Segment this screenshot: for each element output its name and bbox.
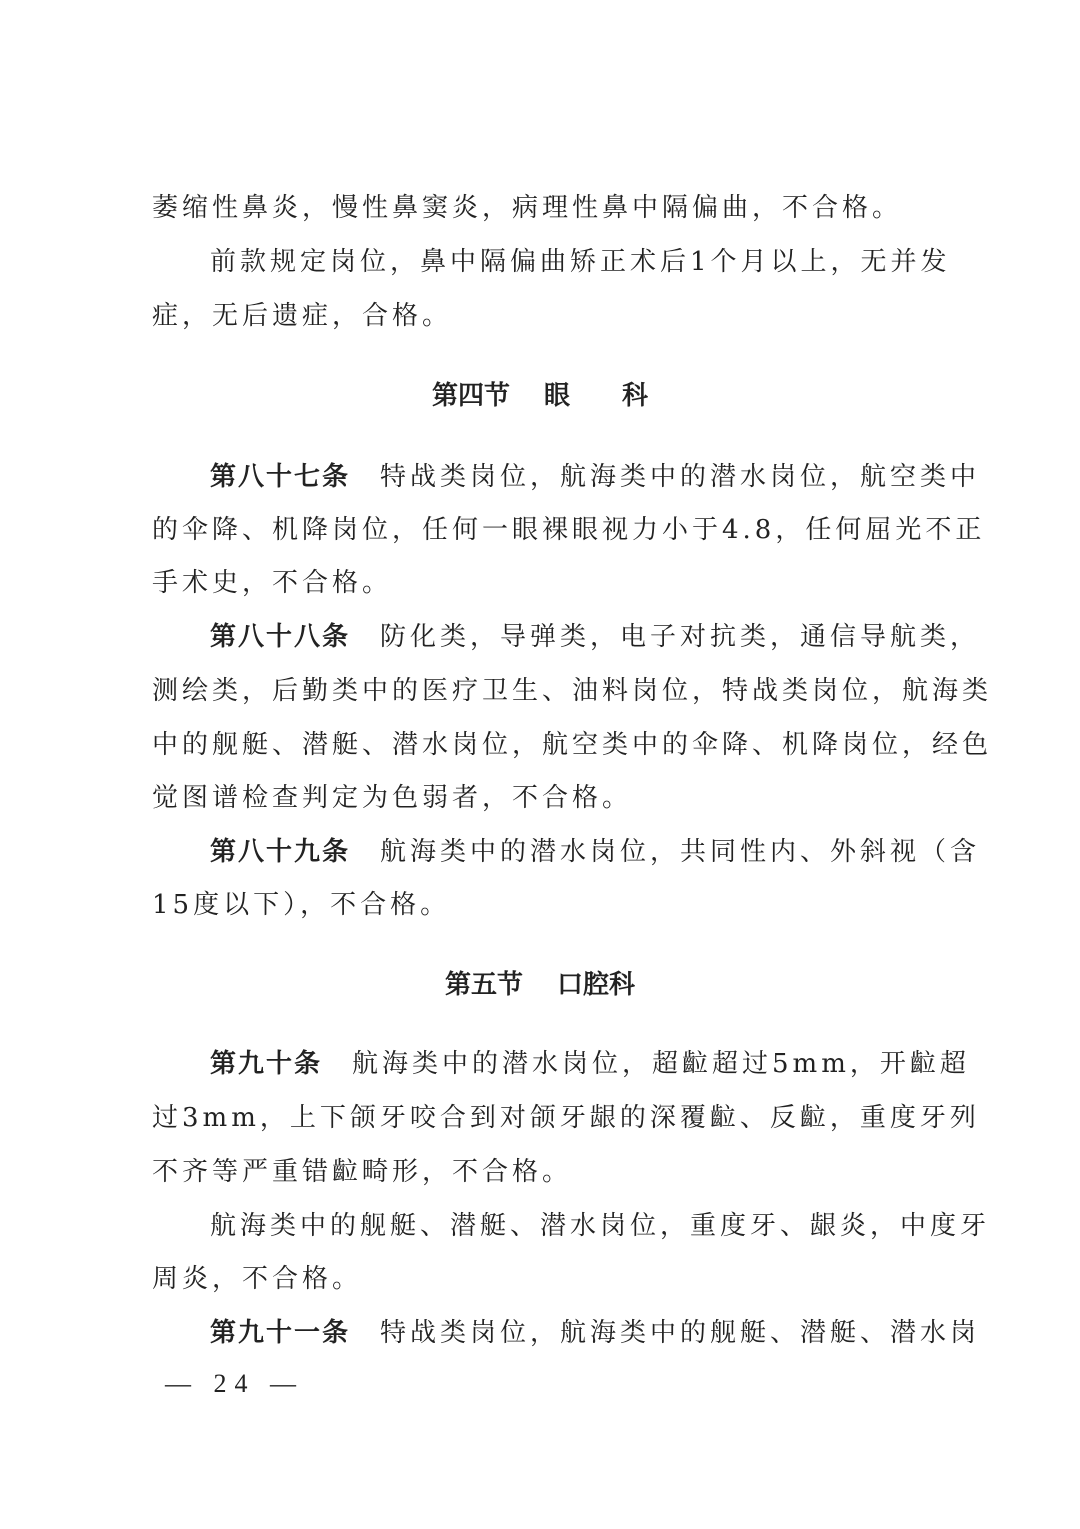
- paragraph-line: 手术史，不合格。: [152, 568, 393, 598]
- article-90-line: [210, 1044, 1010, 1084]
- paragraph-line: 测绘类，后勤类中的医疗卫生、油料岗位，特战类岗位，航海类: [152, 676, 993, 706]
- section-heading-4: [0, 376, 1080, 416]
- article-text: 防化类，导弹类，电子对抗类，通信导航类，: [380, 622, 981, 652]
- paragraph-line: 的伞降、机降岗位，任何一眼裸眼视力小于4.8，任何屈光不正: [152, 515, 986, 545]
- article-89-line: [210, 832, 1010, 872]
- article-number: 第八十七条: [210, 462, 351, 492]
- article-text: 特战类岗位，航海类中的舰艇、潜艇、潜水岗: [380, 1318, 981, 1348]
- article-91-line: [210, 1313, 1010, 1353]
- paragraph-line: 萎缩性鼻炎，慢性鼻窦炎，病理性鼻中隔偏曲，不合格。: [152, 193, 903, 223]
- section-title: 口腔科: [557, 970, 636, 1000]
- article-number: 第八十八条: [210, 622, 351, 652]
- article-88-line: [210, 617, 1010, 657]
- paragraph-line: 15度以下），不合格。: [152, 890, 451, 920]
- section-title: 眼 科: [544, 381, 649, 411]
- article-number: 第九十一条: [210, 1318, 351, 1348]
- article-text: 航海类中的潜水岗位，超䶘超过5mm，开䶘超: [352, 1049, 970, 1079]
- article-text: 航海类中的潜水岗位，共同性内、外斜视（含: [380, 837, 981, 867]
- paragraph-line: 周炎，不合格。: [152, 1264, 363, 1294]
- page-number: — 24 —: [165, 1369, 304, 1398]
- paragraph-line: 觉图谱检查判定为色弱者，不合格。: [152, 783, 633, 813]
- article-87-line: [210, 457, 1010, 497]
- paragraph-line: 过3mm，上下颌牙咬合到对颌牙龈的深覆䶘、反䶘，重度牙列: [152, 1103, 980, 1133]
- section-number: 第四节: [431, 381, 510, 411]
- section-number: 第五节: [444, 970, 523, 1000]
- paragraph-line: 症，无后遗症，合格。: [152, 301, 453, 331]
- paragraph-line: 航海类中的舰艇、潜艇、潜水岗位，重度牙、龈炎，中度牙: [210, 1211, 991, 1241]
- paragraph-line: 前款规定岗位，鼻中隔偏曲矫正术后1个月以上，无并发: [210, 247, 951, 277]
- article-number: 第八十九条: [210, 837, 351, 867]
- section-heading-5: [0, 965, 1080, 1005]
- paragraph-line: 不齐等严重错䶘畸形，不合格。: [152, 1157, 573, 1187]
- article-text: 特战类岗位，航海类中的潜水岗位，航空类中: [380, 462, 981, 492]
- article-number: 第九十条: [210, 1049, 323, 1079]
- paragraph-line: 中的舰艇、潜艇、潜水岗位，航空类中的伞降、机降岗位，经色: [152, 730, 993, 760]
